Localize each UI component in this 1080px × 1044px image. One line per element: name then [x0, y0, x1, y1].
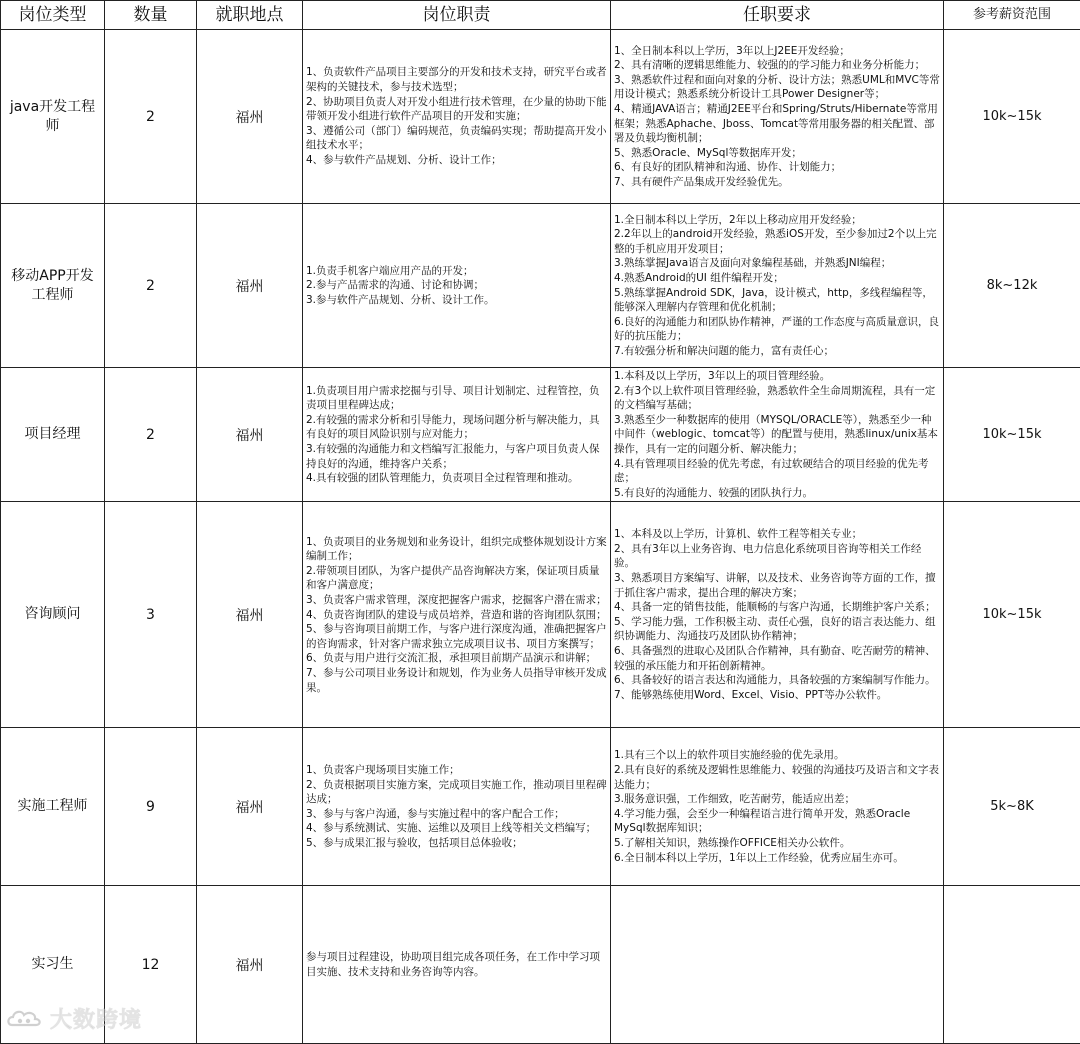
header-duties: 岗位职责: [303, 1, 611, 30]
requirement-line: 6.全日制本科以上学历，1年以上工作经验，优秀应届生亦可。: [614, 851, 940, 866]
watermark-text: 大数跨境: [50, 1003, 142, 1034]
duty-line: 3.有较强的沟通能力和文档编写汇报能力，与客户项目负责人保持良好的沟通，维持客户关系；: [306, 442, 607, 471]
requirement-line: 7、具有硬件产品集成开发经验优先。: [614, 175, 940, 190]
job-salary-cell: [944, 886, 1080, 1044]
requirement-line: 2、具有清晰的逻辑思维能力、较强的的学习能力和业务分析能力；: [614, 58, 940, 73]
duty-line: 3、遵循公司（部门）编码规范，负责编码实现；帮助提高开发小组技术水平；: [306, 124, 607, 153]
job-location-cell: 福州: [197, 368, 303, 502]
table-row: [1, 728, 1080, 886]
job-duties-cell: [303, 204, 611, 368]
requirement-line: 6、具备强烈的进取心及团队合作精神，具有勤奋、吃苦耐劳的精神、较强的承压能力和开拓创新精神。: [614, 644, 940, 673]
requirement-line: 5.有良好的沟通能力、较强的团队执行力。: [614, 486, 940, 501]
job-location-cell: 福州: [197, 204, 303, 368]
job-count-cell: 3: [105, 502, 197, 728]
duty-line: 1.负责手机客户端应用产品的开发；: [306, 264, 607, 279]
requirement-line: 4.具有管理项目经验的优先考虑，有过软硬结合的项目经验的优先考虑；: [614, 457, 940, 486]
requirement-line: 5、熟悉Oracle、MySql等数据库开发；: [614, 146, 940, 161]
job-salary-cell: 10k~15k: [944, 502, 1080, 728]
job-count-cell: 2: [105, 204, 197, 368]
job-location-cell: 福州: [197, 502, 303, 728]
job-type-cell: 实施工程师: [1, 728, 105, 886]
job-duties-cell: [303, 886, 611, 1044]
requirement-line: 3.熟悉至少一种数据库的使用（MYSQL/ORACLE等），熟悉至少一种中间件（weblogic、tomcat等）的配置与使用，熟悉linux/unix基本操作，具有一定的问题分析、解决能力；: [614, 413, 940, 457]
duty-line: 3、负责客户需求管理，深度把握客户需求，挖掘客户潜在需求；: [306, 593, 607, 608]
job-salary-cell: 5k~8K: [944, 728, 1080, 886]
duty-line: 1.负责项目用户需求挖掘与引导、项目计划制定、过程管控，负责项目里程碑达成；: [306, 384, 607, 413]
table-body: [1, 30, 1080, 1044]
job-requirements-cell: [611, 204, 944, 368]
table-row: [1, 30, 1080, 204]
duty-line: 5、参与成果汇报与验收，包括项目总体验收；: [306, 836, 607, 851]
requirement-line: 4、具备一定的销售技能，能顺畅的与客户沟通，长期维护客户关系；: [614, 600, 940, 615]
header-salary: 参考薪资范围: [944, 1, 1080, 30]
table-row: [1, 502, 1080, 728]
job-count-cell: 12: [105, 886, 197, 1044]
job-requirements-cell: [611, 728, 944, 886]
requirement-line: 3.熟练掌握Java语言及面向对象编程基础，并熟悉JNI编程；: [614, 256, 940, 271]
requirement-line: 1.本科及以上学历，3年以上的项目管理经验。: [614, 369, 940, 384]
duty-line: 4、参与软件产品规划、分析、设计工作；: [306, 153, 607, 168]
job-requirements-cell: [611, 886, 944, 1044]
duty-line: 6、负责与用户进行交流汇报，承担项目前期产品演示和讲解；: [306, 651, 607, 666]
header-type: 岗位类型: [1, 1, 105, 30]
requirement-line: 1、本科及以上学历，计算机、软件工程等相关专业；: [614, 527, 940, 542]
job-location-cell: 福州: [197, 886, 303, 1044]
job-type-cell: 咨询顾问: [1, 502, 105, 728]
job-count-cell: 2: [105, 30, 197, 204]
header-count: 数量: [105, 1, 197, 30]
duty-line: 2.带领项目团队，为客户提供产品咨询解决方案，保证项目质量和客户满意度；: [306, 564, 607, 593]
job-location-cell: 福州: [197, 30, 303, 204]
requirement-line: 3、熟悉软件过程和面向对象的分析、设计方法；熟悉UML和MVC等常用设计模式；熟悉系统分析设计工具Power Designer等；: [614, 73, 940, 102]
requirement-line: 3.服务意识强，工作细致，吃苦耐劳，能适应出差；: [614, 792, 940, 807]
requirement-line: 2.具有良好的系统及逻辑性思维能力、较强的沟通技巧及语言和文字表达能力；: [614, 763, 940, 792]
requirement-line: 5、学习能力强，工作积极主动、责任心强，良好的语言表达能力、组织协调能力、沟通技巧及团队协作精神；: [614, 615, 940, 644]
job-salary-cell: 10k~15k: [944, 368, 1080, 502]
duty-line: 4.具有较强的团队管理能力，负责项目全过程管理和推动。: [306, 471, 607, 486]
duty-line: 4、参与系统测试、实施、运维以及项目上线等相关文档编写；: [306, 821, 607, 836]
duty-line: 3.参与软件产品规划、分析、设计工作。: [306, 293, 607, 308]
header-row: [1, 1, 1080, 30]
table-row: [1, 368, 1080, 502]
duty-line: 1、负责软件产品项目主要部分的开发和技术支持，研究平台或者架构的关键技术，参与技术选型；: [306, 65, 607, 94]
table-row: [1, 204, 1080, 368]
requirement-line: 4、精通JAVA语言；精通J2EE平台和Spring/Struts/Hibernate等常用框架；熟悉Aphache、Jboss、Tomcat等常用服务器的相关配置、部署及负载均衡机制；: [614, 102, 940, 146]
header-requirements: 任职要求: [611, 1, 944, 30]
duty-line: 3、参与与客户沟通，参与实施过程中的客户配合工作；: [306, 807, 607, 822]
duty-line: 1、负责客户现场项目实施工作；: [306, 763, 607, 778]
requirement-line: 5.熟练掌握Android SDK，Java，设计模式，http，多线程编程等，能够深入理解内存管理和优化机制；: [614, 286, 940, 315]
job-requirements-cell: [611, 368, 944, 502]
duty-line: 参与项目过程建设，协助项目组完成各项任务，在工作中学习项目实施、技术支持和业务咨询等内容。: [306, 950, 607, 979]
requirement-line: 7、能够熟练使用Word、Excel、Visio、PPT等办公软件。: [614, 688, 940, 703]
job-type-cell: java开发工程师: [1, 30, 105, 204]
requirement-line: 3、熟悉项目方案编写、讲解，以及技术、业务咨询等方面的工作，擅于抓住客户需求，提出合理的解决方案；: [614, 571, 940, 600]
duty-line: 5、参与咨询项目前期工作，与客户进行深度沟通，准确把握客户的咨询需求，针对客户需求独立完成项目议书、项目方案撰写；: [306, 622, 607, 651]
job-duties-cell: [303, 368, 611, 502]
requirement-line: 1.全日制本科以上学历，2年以上移动应用开发经验；: [614, 213, 940, 228]
job-count-cell: 2: [105, 368, 197, 502]
duty-line: 2、负责根据项目实施方案，完成项目实施工作，推动项目里程碑达成；: [306, 778, 607, 807]
job-type-cell: 移动APP开发工程师: [1, 204, 105, 368]
job-location-cell: 福州: [197, 728, 303, 886]
requirement-line: 2.2年以上的android开发经验，熟悉iOS开发，至少参加过2个以上完整的手机应用开发项目；: [614, 227, 940, 256]
job-salary-cell: 8k~12k: [944, 204, 1080, 368]
job-requirements-cell: [611, 30, 944, 204]
requirement-line: 2、具有3年以上业务咨询、电力信息化系统项目咨询等相关工作经验。: [614, 542, 940, 571]
duty-line: 7、参与公司项目业务设计和规划，作为业务人员指导审核开发成果。: [306, 666, 607, 695]
requirement-line: 1.具有三个以上的软件项目实施经验的优先录用。: [614, 748, 940, 763]
duty-line: 1、负责项目的业务规划和业务设计，组织完成整体规划设计方案编制工作；: [306, 535, 607, 564]
job-type-cell: 实习生: [1, 886, 105, 1044]
job-count-cell: 9: [105, 728, 197, 886]
requirement-line: 6.良好的沟通能力和团队协作精神，严谨的工作态度与高质量意识，良好的抗压能力；: [614, 315, 940, 344]
header-location: 就职地点: [197, 1, 303, 30]
job-duties-cell: [303, 728, 611, 886]
job-type-cell: 项目经理: [1, 368, 105, 502]
duty-line: 2.有较强的需求分析和引导能力，现场问题分析与解决能力，具有良好的项目风险识别与应对能力；: [306, 413, 607, 442]
requirement-line: 4.熟悉Android的UI 组件编程开发；: [614, 271, 940, 286]
requirement-line: 6、具备较好的语言表达和沟通能力，具备较强的方案编制写作能力。: [614, 673, 940, 688]
requirement-line: 1、全日制本科以上学历，3年以上J2EE开发经验；: [614, 44, 940, 59]
requirement-line: 7.有较强分析和解决问题的能力，富有责任心；: [614, 344, 940, 359]
job-duties-cell: [303, 502, 611, 728]
requirement-line: 6、有良好的团队精神和沟通、协作、计划能力；: [614, 160, 940, 175]
job-requirements-cell: [611, 502, 944, 728]
duty-line: 2.参与产品需求的沟通、讨论和协调；: [306, 278, 607, 293]
requirement-line: 2.有3个以上软件项目管理经验，熟悉软件全生命周期流程，具有一定的文档编写基础；: [614, 384, 940, 413]
job-duties-cell: [303, 30, 611, 204]
duty-line: 2、协助项目负责人对开发小组进行技术管理，在少量的协助下能带领开发小组进行软件产品项目的开发和实施；: [306, 95, 607, 124]
job-salary-cell: 10k~15k: [944, 30, 1080, 204]
duty-line: 4、负责咨询团队的建设与成员培养，营造和谐的咨询团队氛围；: [306, 608, 607, 623]
requirement-line: 4.学习能力强，会至少一种编程语言进行简单开发，熟悉Oracle MySql数据库知识；: [614, 807, 940, 836]
table-row: [1, 886, 1080, 1044]
requirement-line: 5.了解相关知识，熟练操作OFFICE相关办公软件。: [614, 836, 940, 851]
